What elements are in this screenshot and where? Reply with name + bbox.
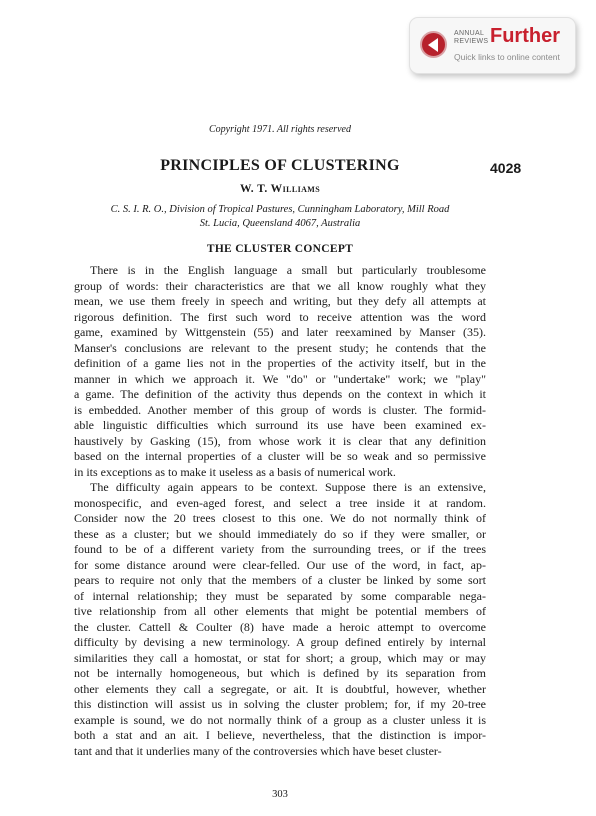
text-line: tive relationship from all other elements that might be potential members of: [74, 604, 486, 618]
badge-subtitle: Quick links to online content: [454, 52, 560, 62]
text-line: able linguistic difficulties which surround its use have been examined ex-: [74, 418, 486, 432]
paragraph-1: [74, 263, 486, 480]
text-line: pears to require not only that the members of a cluster be linked by some sort: [74, 573, 486, 587]
article-id: 4028: [490, 160, 522, 176]
text-line: these as a cluster; but we should immediately do so if they were smaller, or: [74, 526, 486, 541]
text-line: of internal relationship; they must be separated by some comparable nega-: [74, 588, 486, 603]
text-line: Consider now the 20 trees closest to this one. We do not normally think of: [74, 511, 486, 525]
text-line: a game. The definition of the activity thus depends on the context in which it: [74, 387, 486, 401]
text-line: monospecific, and even-aged forest, and select a tree inside it at random.: [74, 495, 486, 510]
section-heading: THE CLUSTER CONCEPT: [206, 243, 354, 255]
text-line: in its exceptions as to make it useless as a basis of numerical work.: [74, 464, 396, 479]
text-line: based on the internal properties of a cluster will be so weak and so permissive: [74, 449, 486, 463]
affiliation-line: C. S. I. R. O., Division of Tropical Pastures, Cunningham Laboratory, Mill Road: [110, 204, 450, 215]
text-line: haustively by Gasking (15), from whose work it is clear that any definition: [74, 433, 486, 448]
text-line: similarities they call a homostat, or stat for short; a group, which may or may: [74, 650, 486, 665]
page-number: 303: [272, 789, 288, 800]
text-line: the cluster. Cattell & Coulter (8) have made a heroic attempt to overcome: [74, 619, 486, 634]
badge-further-text: Further: [490, 25, 560, 47]
author-affiliation: [0, 203, 560, 231]
text-line: manner in which we approach it. We "do" or "undertake" work; we "play": [74, 371, 486, 386]
copyright-notice: Copyright 1971. All rights reserved: [209, 124, 351, 135]
text-line: this distinction will assist us in solving the cluster problem; for, if my 20-tree: [74, 697, 486, 711]
text-line: other elements they call a segregate, or ait. It is doubtful, however, whether: [74, 681, 486, 696]
text-line: definition of a game lies not in the properties of the activity itself, but in the: [74, 356, 486, 370]
badge-annual-text: ANNUAL: [454, 30, 485, 37]
text-line: both a stat and an ait. I believe, nevertheless, that the distinction is impor-: [74, 728, 486, 742]
affiliation-line: St. Lucia, Queensland 4067, Australia: [199, 218, 361, 229]
text-line: There is in the English language a small but particularly troublesome: [90, 263, 486, 277]
author-name: W. T. Williams: [239, 183, 321, 195]
text-line: example is sound, we do not normally think of a group as a cluster unless it is: [74, 712, 486, 727]
article-body: [74, 263, 486, 759]
text-line: rigorous definition. The first such word to receive attention was the word: [74, 309, 486, 324]
text-line: difficulty by devising a new terminology. A group defined entirely by internal: [74, 635, 486, 649]
text-line: group of words: their characteristics are that we all know roughly what they: [74, 278, 486, 293]
text-line: mean, we use them freely in speech and writing, but they defy all attempts at: [74, 294, 486, 308]
paragraph-2: [74, 480, 486, 759]
text-line: for some distance around were clear-felled. Our use of the word, in fact, ap-: [74, 557, 486, 572]
text-line: found to be of a different variety from the surrounding trees, or if the trees: [74, 542, 486, 556]
text-line: game, examined by Wittgenstein (55) and later reexamined by Manser (35).: [74, 325, 486, 339]
article-title: PRINCIPLES OF CLUSTERING: [160, 157, 400, 174]
text-line: not be internally homogeneous, but which is defined by its separation from: [74, 666, 486, 680]
text-line: is embedded. Another member of this group of words is cluster. The formid-: [74, 402, 486, 417]
annual-reviews-further-badge[interactable]: [409, 17, 576, 74]
text-line: tant and that it underlies many of the controversies which have beset cluster-: [74, 743, 442, 758]
text-line: The difficulty again appears to be context. Suppose there is an extensive,: [90, 480, 486, 494]
back-arrow-icon: [420, 31, 447, 58]
text-line: Manser's conclusions are relevant to the present study; he contends that the: [74, 340, 486, 355]
badge-reviews-text: REVIEWS: [454, 38, 489, 45]
